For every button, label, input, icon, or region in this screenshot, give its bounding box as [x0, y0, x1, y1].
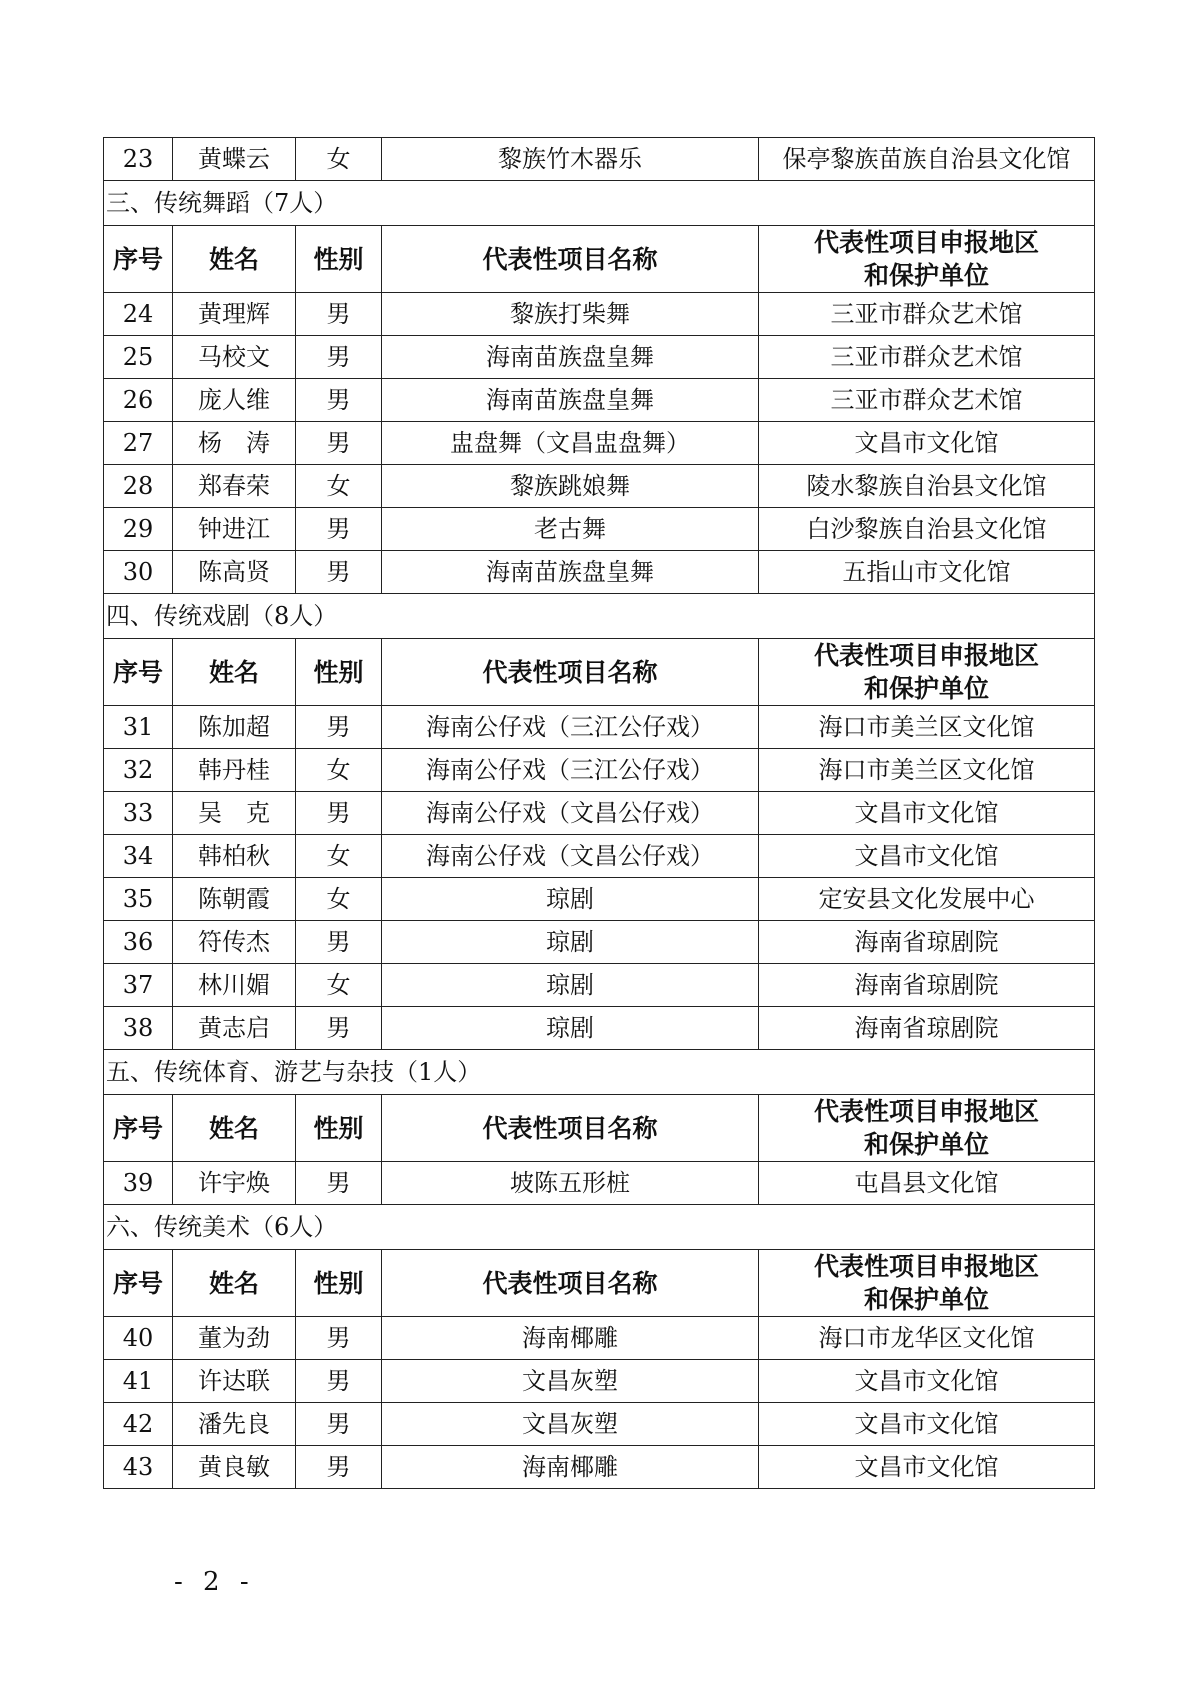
- cell-name: 郑春荣: [173, 465, 296, 508]
- section-title: 五、传统体育、游艺与杂技（1人）: [104, 1050, 1095, 1095]
- cell-index: 35: [104, 878, 173, 921]
- header-name: 姓名: [173, 1250, 296, 1317]
- cell-index: 41: [104, 1360, 173, 1403]
- header-project: 代表性项目名称: [382, 226, 759, 293]
- table-row: [104, 138, 1095, 181]
- cell-index: 25: [104, 336, 173, 379]
- section-title-row: [104, 1050, 1095, 1095]
- cell-index: 40: [104, 1317, 173, 1360]
- cell-project: 琼剧: [382, 1007, 759, 1050]
- table-row: [104, 1317, 1095, 1360]
- cell-name: 符传杰: [173, 921, 296, 964]
- cell-name: 陈加超: [173, 706, 296, 749]
- table-row: [104, 422, 1095, 465]
- cell-project: 海南苗族盘皇舞: [382, 336, 759, 379]
- cell-project: 海南公仔戏（文昌公仔戏）: [382, 792, 759, 835]
- cell-name: 韩丹桂: [173, 749, 296, 792]
- cell-name: 韩柏秋: [173, 835, 296, 878]
- cell-gender: 男: [296, 1007, 382, 1050]
- header-name: 姓名: [173, 226, 296, 293]
- cell-gender: 男: [296, 293, 382, 336]
- cell-index: 24: [104, 293, 173, 336]
- cell-gender: 女: [296, 138, 382, 181]
- header-index: 序号: [104, 1095, 173, 1162]
- cell-index: 31: [104, 706, 173, 749]
- table-header-row: [104, 1095, 1095, 1162]
- header-project: 代表性项目名称: [382, 1095, 759, 1162]
- header-unit: [759, 226, 1095, 293]
- cell-index: 23: [104, 138, 173, 181]
- cell-project: 盅盘舞（文昌盅盘舞）: [382, 422, 759, 465]
- section-title: 六、传统美术（6人）: [104, 1205, 1095, 1250]
- cell-gender: 女: [296, 964, 382, 1007]
- table-row: [104, 1007, 1095, 1050]
- cell-gender: 女: [296, 749, 382, 792]
- table-row: [104, 1360, 1095, 1403]
- section-title-row: [104, 594, 1095, 639]
- cell-unit: 定安县文化发展中心: [759, 878, 1095, 921]
- cell-name: 陈高贤: [173, 551, 296, 594]
- header-project: 代表性项目名称: [382, 639, 759, 706]
- cell-gender: 男: [296, 1317, 382, 1360]
- cell-gender: 男: [296, 1446, 382, 1489]
- table-row: [104, 1162, 1095, 1205]
- cell-unit: 陵水黎族自治县文化馆: [759, 465, 1095, 508]
- header-name: 姓名: [173, 1095, 296, 1162]
- table-row: [104, 293, 1095, 336]
- cell-unit: 海南省琼剧院: [759, 1007, 1095, 1050]
- table-row: [104, 878, 1095, 921]
- section-title-row: [104, 1205, 1095, 1250]
- header-name: 姓名: [173, 639, 296, 706]
- table-row: [104, 792, 1095, 835]
- cell-gender: 男: [296, 706, 382, 749]
- header-unit-line1: 代表性项目申报地区: [813, 1097, 1039, 1126]
- header-index: 序号: [104, 1250, 173, 1317]
- cell-index: 26: [104, 379, 173, 422]
- cell-unit: 文昌市文化馆: [759, 1446, 1095, 1489]
- table-row: [104, 835, 1095, 878]
- table-row: [104, 1403, 1095, 1446]
- cell-gender: 女: [296, 465, 382, 508]
- cell-index: 33: [104, 792, 173, 835]
- cell-project: 海南公仔戏（文昌公仔戏）: [382, 835, 759, 878]
- table-row: [104, 551, 1095, 594]
- cell-project: 文昌灰塑: [382, 1360, 759, 1403]
- cell-project: 海南公仔戏（三江公仔戏）: [382, 749, 759, 792]
- cell-unit: 海口市美兰区文化馆: [759, 749, 1095, 792]
- cell-name: 林川媚: [173, 964, 296, 1007]
- cell-gender: 男: [296, 336, 382, 379]
- cell-project: 老古舞: [382, 508, 759, 551]
- cell-gender: 女: [296, 878, 382, 921]
- cell-project: 黎族跳娘舞: [382, 465, 759, 508]
- cell-gender: 男: [296, 921, 382, 964]
- table-row: [104, 465, 1095, 508]
- cell-index: 36: [104, 921, 173, 964]
- cell-name: 黄蝶云: [173, 138, 296, 181]
- cell-name: 黄志启: [173, 1007, 296, 1050]
- cell-name: 董为劲: [173, 1317, 296, 1360]
- header-gender: 性别: [296, 639, 382, 706]
- cell-project: 海南公仔戏（三江公仔戏）: [382, 706, 759, 749]
- inheritors-table: [103, 137, 1095, 1489]
- table-body: [104, 138, 1095, 1489]
- cell-project: 坡陈五形桩: [382, 1162, 759, 1205]
- cell-index: 28: [104, 465, 173, 508]
- section-title: 三、传统舞蹈（7人）: [104, 181, 1095, 226]
- cell-unit: 三亚市群众艺术馆: [759, 379, 1095, 422]
- table-row: [104, 749, 1095, 792]
- cell-name: 庞人维: [173, 379, 296, 422]
- cell-name: 潘先良: [173, 1403, 296, 1446]
- table-header-row: [104, 1250, 1095, 1317]
- cell-name: 吴 克: [173, 792, 296, 835]
- header-project: 代表性项目名称: [382, 1250, 759, 1317]
- cell-project: 黎族竹木器乐: [382, 138, 759, 181]
- header-unit-line2: 和保护单位: [863, 674, 989, 703]
- cell-project: 海南椰雕: [382, 1317, 759, 1360]
- header-gender: 性别: [296, 1250, 382, 1317]
- header-unit: [759, 1095, 1095, 1162]
- section-title: 四、传统戏剧（8人）: [104, 594, 1095, 639]
- cell-unit: 白沙黎族自治县文化馆: [759, 508, 1095, 551]
- cell-gender: 男: [296, 508, 382, 551]
- header-unit-line2: 和保护单位: [863, 1285, 989, 1314]
- table-row: [104, 1446, 1095, 1489]
- cell-unit: 五指山市文化馆: [759, 551, 1095, 594]
- cell-unit: 文昌市文化馆: [759, 422, 1095, 465]
- cell-index: 30: [104, 551, 173, 594]
- cell-unit: 海口市龙华区文化馆: [759, 1317, 1095, 1360]
- cell-unit: 海口市美兰区文化馆: [759, 706, 1095, 749]
- table-row: [104, 921, 1095, 964]
- cell-unit: 海南省琼剧院: [759, 921, 1095, 964]
- cell-project: 海南苗族盘皇舞: [382, 551, 759, 594]
- cell-unit: 海南省琼剧院: [759, 964, 1095, 1007]
- header-unit-line2: 和保护单位: [863, 1130, 989, 1159]
- cell-index: 37: [104, 964, 173, 1007]
- section-title-row: [104, 181, 1095, 226]
- cell-name: 钟进江: [173, 508, 296, 551]
- page-number: - 2 -: [174, 1567, 255, 1597]
- cell-index: 43: [104, 1446, 173, 1489]
- cell-index: 42: [104, 1403, 173, 1446]
- header-index: 序号: [104, 226, 173, 293]
- cell-gender: 女: [296, 835, 382, 878]
- table-row: [104, 964, 1095, 1007]
- cell-index: 32: [104, 749, 173, 792]
- header-index: 序号: [104, 639, 173, 706]
- cell-index: 38: [104, 1007, 173, 1050]
- table-header-row: [104, 226, 1095, 293]
- cell-unit: 保亭黎族苗族自治县文化馆: [759, 138, 1095, 181]
- cell-index: 29: [104, 508, 173, 551]
- cell-unit: 文昌市文化馆: [759, 792, 1095, 835]
- cell-unit: 文昌市文化馆: [759, 835, 1095, 878]
- cell-gender: 男: [296, 792, 382, 835]
- cell-index: 27: [104, 422, 173, 465]
- cell-index: 34: [104, 835, 173, 878]
- header-unit: [759, 1250, 1095, 1317]
- cell-name: 陈朝霞: [173, 878, 296, 921]
- table-row: [104, 508, 1095, 551]
- cell-gender: 男: [296, 551, 382, 594]
- header-unit-line2: 和保护单位: [863, 261, 989, 290]
- cell-project: 海南椰雕: [382, 1446, 759, 1489]
- cell-name: 黄良敏: [173, 1446, 296, 1489]
- cell-name: 许达联: [173, 1360, 296, 1403]
- header-gender: 性别: [296, 1095, 382, 1162]
- cell-unit: 三亚市群众艺术馆: [759, 336, 1095, 379]
- cell-name: 黄理辉: [173, 293, 296, 336]
- cell-unit: 文昌市文化馆: [759, 1360, 1095, 1403]
- cell-gender: 男: [296, 422, 382, 465]
- cell-unit: 屯昌县文化馆: [759, 1162, 1095, 1205]
- cell-project: 琼剧: [382, 921, 759, 964]
- cell-unit: 文昌市文化馆: [759, 1403, 1095, 1446]
- header-unit-line1: 代表性项目申报地区: [813, 1252, 1039, 1281]
- header-unit-line1: 代表性项目申报地区: [813, 228, 1039, 257]
- table-row: [104, 336, 1095, 379]
- cell-project: 文昌灰塑: [382, 1403, 759, 1446]
- cell-gender: 男: [296, 1403, 382, 1446]
- header-unit-line1: 代表性项目申报地区: [813, 641, 1039, 670]
- cell-name: 杨 涛: [173, 422, 296, 465]
- cell-index: 39: [104, 1162, 173, 1205]
- header-gender: 性别: [296, 226, 382, 293]
- cell-unit: 三亚市群众艺术馆: [759, 293, 1095, 336]
- table-row: [104, 379, 1095, 422]
- cell-name: 马校文: [173, 336, 296, 379]
- cell-gender: 男: [296, 1360, 382, 1403]
- cell-project: 海南苗族盘皇舞: [382, 379, 759, 422]
- cell-project: 琼剧: [382, 964, 759, 1007]
- cell-name: 许宇焕: [173, 1162, 296, 1205]
- table-header-row: [104, 639, 1095, 706]
- cell-project: 琼剧: [382, 878, 759, 921]
- table-row: [104, 706, 1095, 749]
- cell-gender: 男: [296, 379, 382, 422]
- cell-project: 黎族打柴舞: [382, 293, 759, 336]
- cell-gender: 男: [296, 1162, 382, 1205]
- header-unit: [759, 639, 1095, 706]
